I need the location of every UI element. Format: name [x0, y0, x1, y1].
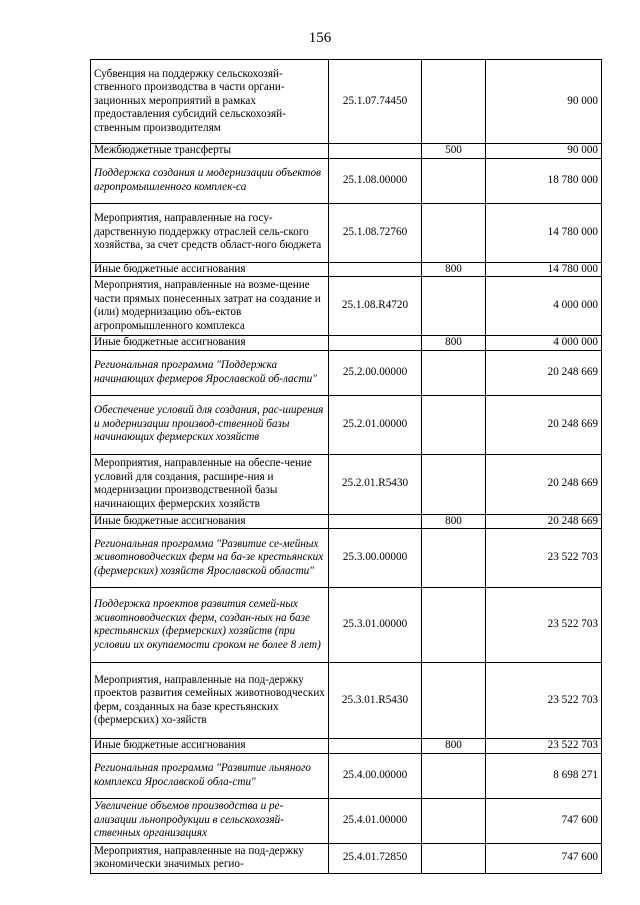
- row-amount: 14 780 000: [486, 203, 602, 262]
- row-name: Региональная программа "Поддержка начинающих фермеров Ярославской об-ласти": [91, 350, 329, 395]
- row-code: 25.4.01.72850: [329, 843, 422, 873]
- row-name: Увеличение объемов производства и ре-ализации льнопродукции в сельскохозяй-ственных организациях: [91, 798, 329, 843]
- table-row: [91, 336, 602, 351]
- row-amount: 90 000: [486, 60, 602, 144]
- row-expense-type: [422, 454, 486, 514]
- row-name: Мероприятия, направленные на обеспе-чение условий для создания, расшире-ния и модернизации производственной базы начинающих фермерских хозяйств: [91, 454, 329, 514]
- budget-table-body: [91, 60, 602, 874]
- table-row: [91, 588, 602, 663]
- row-expense-type: 800: [422, 262, 486, 277]
- row-name: Межбюджетные трансферты: [91, 144, 329, 159]
- row-code: [329, 262, 422, 277]
- row-name: Обеспечение условий для создания, рас-ширения и модернизации производ-ственной базы начинающих фермерских хозяйств: [91, 395, 329, 454]
- row-code: [329, 144, 422, 159]
- table-row: [91, 843, 602, 873]
- row-name: Поддержка создания и модернизации объектов агропромышленного комплек-са: [91, 158, 329, 203]
- row-amount: 20 248 669: [486, 514, 602, 529]
- row-code: 25.1.07.74450: [329, 60, 422, 144]
- row-code: 25.2.00.00000: [329, 350, 422, 395]
- row-name: Иные бюджетные ассигнования: [91, 262, 329, 277]
- row-code: 25.4.01.00000: [329, 798, 422, 843]
- row-amount: 23 522 703: [486, 529, 602, 588]
- row-expense-type: [422, 529, 486, 588]
- row-expense-type: [422, 158, 486, 203]
- table-row: [91, 739, 602, 754]
- row-code: 25.1.08.R4720: [329, 277, 422, 336]
- row-amount: 90 000: [486, 144, 602, 159]
- row-amount: 23 522 703: [486, 739, 602, 754]
- table-row: [91, 753, 602, 798]
- row-code: 25.1.08.72760: [329, 203, 422, 262]
- table-row: [91, 350, 602, 395]
- row-code: 25.2.01.R5430: [329, 454, 422, 514]
- row-amount: 18 780 000: [486, 158, 602, 203]
- row-code: [329, 739, 422, 754]
- row-amount: 20 248 669: [486, 454, 602, 514]
- row-expense-type: [422, 798, 486, 843]
- row-code: [329, 336, 422, 351]
- row-expense-type: [422, 588, 486, 663]
- row-name: Мероприятия, направленные на под-держку проектов развития семейных животноводческих ферм, созданных на базе крестьянских (фермерских) хо-зяйств: [91, 663, 329, 739]
- row-name: Региональная программа "Развитие льняного комплекса Ярославской обла-сти": [91, 753, 329, 798]
- table-row: [91, 277, 602, 336]
- row-code: 25.3.00.00000: [329, 529, 422, 588]
- row-name: Мероприятия, направленные на под-держку экономически значимых регио-: [91, 843, 329, 873]
- table-row: [91, 158, 602, 203]
- table-row: [91, 454, 602, 514]
- row-expense-type: 800: [422, 514, 486, 529]
- row-name: Мероприятия, направленные на госу-дарственную поддержку отраслей сель-ского хозяйства, за счет средств област-ного бюджета: [91, 203, 329, 262]
- row-code: 25.1.08.00000: [329, 158, 422, 203]
- row-expense-type: [422, 663, 486, 739]
- table-row: [91, 798, 602, 843]
- page-number: 156: [308, 30, 332, 46]
- row-expense-type: [422, 843, 486, 873]
- row-name: Региональная программа "Развитие се-мейных животноводческих ферм на ба-зе крестьянских (фермерских) хозяйств Ярославской области": [91, 529, 329, 588]
- row-expense-type: 800: [422, 739, 486, 754]
- row-code: 25.3.01.00000: [329, 588, 422, 663]
- row-name: Иные бюджетные ассигнования: [91, 336, 329, 351]
- row-expense-type: [422, 203, 486, 262]
- row-expense-type: [422, 753, 486, 798]
- row-expense-type: 500: [422, 144, 486, 159]
- row-amount: 747 600: [486, 843, 602, 873]
- row-code: [329, 514, 422, 529]
- row-expense-type: [422, 350, 486, 395]
- table-row: [91, 514, 602, 529]
- row-expense-type: [422, 277, 486, 336]
- row-expense-type: 800: [422, 336, 486, 351]
- row-amount: 23 522 703: [486, 663, 602, 739]
- table-row: [91, 663, 602, 739]
- table-row: [91, 60, 602, 144]
- table-row: [91, 262, 602, 277]
- row-name: Поддержка проектов развития семей-ных животноводческих ферм, создан-ных на базе крестьянских (фермерских) хозяйств (при условии их окупаемости сроком не более 8 лет): [91, 588, 329, 663]
- row-name: Иные бюджетные ассигнования: [91, 514, 329, 529]
- row-amount: 8 698 271: [486, 753, 602, 798]
- table-row: [91, 395, 602, 454]
- table-row: [91, 203, 602, 262]
- row-code: 25.2.01.00000: [329, 395, 422, 454]
- row-amount: 4 000 000: [486, 277, 602, 336]
- row-name: Мероприятия, направленные на возме-щение части прямых понесенных затрат на создание и (или) модернизацию объ-ектов агропромышленного комплекса: [91, 277, 329, 336]
- table-row: [91, 529, 602, 588]
- table-row: [91, 144, 602, 159]
- budget-table: [90, 59, 602, 874]
- row-amount: 20 248 669: [486, 395, 602, 454]
- row-code: 25.3.01.R5430: [329, 663, 422, 739]
- row-amount: 20 248 669: [486, 350, 602, 395]
- row-amount: 14 780 000: [486, 262, 602, 277]
- row-expense-type: [422, 395, 486, 454]
- row-amount: 747 600: [486, 798, 602, 843]
- row-name: Иные бюджетные ассигнования: [91, 739, 329, 754]
- row-amount: 23 522 703: [486, 588, 602, 663]
- row-code: 25.4.00.00000: [329, 753, 422, 798]
- row-name: Субвенция на поддержку сельскохозяй-ственного производства в части органи-зационных мероприятий в рамках предоставления субсидий сельскохозяй-ственным производителям: [91, 60, 329, 144]
- row-amount: 4 000 000: [486, 336, 602, 351]
- row-expense-type: [422, 60, 486, 144]
